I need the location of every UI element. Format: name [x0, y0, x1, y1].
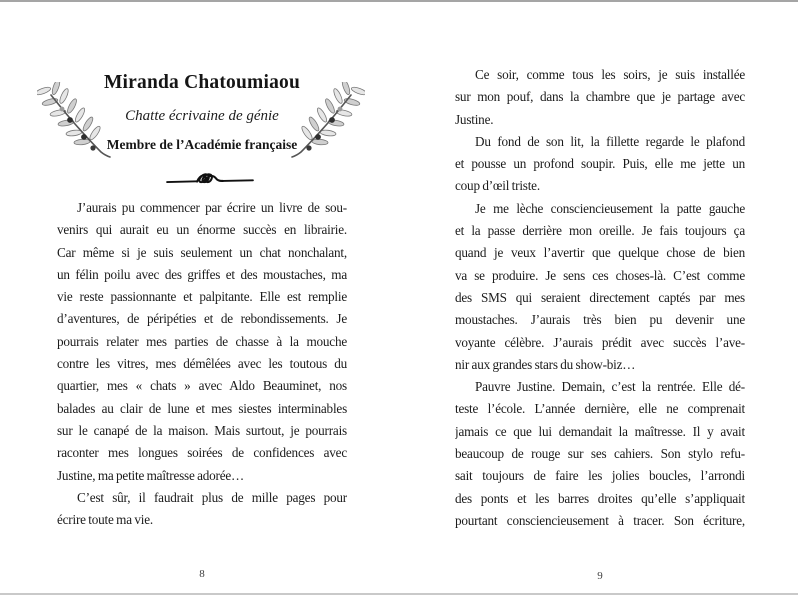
text-line: C’est sûr, il faudrait plus de mille pages pour	[77, 489, 347, 505]
text-line: et la passe derrière mon oreille. Je fais toujours ça	[455, 223, 745, 239]
text-line: nir aux grandes stars du show-biz…	[455, 356, 636, 372]
text-line: balades au clair de lune et mes siestes interminables	[57, 400, 347, 416]
text-line: vie reste passionnante et palpitante. Elle est remplie	[57, 289, 347, 305]
paragraph	[57, 197, 347, 487]
paragraph	[455, 376, 745, 532]
text-line: voyante célèbre. J’aurais prédit avec succès l’ave-	[455, 334, 745, 350]
text-line: Justine, ma petite maîtresse adorée…	[57, 467, 245, 483]
text-line: moustaches. J’aurais très bien pu devenir une	[455, 312, 745, 328]
text-line: Justine.	[455, 111, 494, 127]
paragraph	[455, 131, 745, 198]
left-page-text	[57, 197, 347, 531]
text-line: quartier, mes « chats » avec Aldo Beauminet, nos	[57, 378, 347, 394]
text-line: Je me lèche consciencieusement la patte gauche	[475, 200, 745, 216]
text-line: jamais ce que lui demandait la maîtresse. Il y avait	[455, 423, 745, 439]
text-line: contre les vitres, mes démêlées avec les toutous du	[57, 356, 347, 372]
text-line: sur le canapé de la maison. Mais surtout, je pourrais	[57, 422, 347, 438]
text-line: écrire toute ma vie.	[57, 512, 153, 528]
text-line: Du fond de son lit, la fillette regarde le plafond	[475, 133, 745, 149]
top-frame-line	[0, 0, 798, 2]
text-line: pourtant consciencieusement à tracer. Son écriture,	[455, 512, 745, 528]
paragraph	[57, 487, 347, 532]
text-line: sur mon pouf, dans la chambre que je partage avec	[455, 89, 745, 105]
paragraph	[455, 198, 745, 376]
page-number-right: 9	[597, 570, 603, 582]
text-line: des ponts et les barres droites qu’elle s’appliquait	[455, 490, 745, 506]
paragraph	[455, 64, 745, 131]
text-line: des SMS qui seraient directement captés par mes	[455, 289, 745, 305]
author-role: Chatte écrivaine de génie	[125, 108, 279, 124]
text-line: quand je veux l’avertir que quelque chose de bien	[455, 245, 745, 261]
text-line: teste l’école. L’année dernière, elle ne comprenait	[455, 401, 745, 417]
text-line: venirs qui aurait eu un énorme succès en librairie.	[57, 222, 347, 238]
text-line: beaucoup de rouge sur ses cahiers. Son stylo refu-	[455, 446, 745, 462]
text-line: un félin poilu avec des griffes et des moustaches, ma	[57, 266, 347, 282]
text-line: sait toujours de faire les jolies boucles, l’arrondi	[455, 468, 745, 484]
text-line: raconter mes longues soirées de confidences avec	[57, 445, 347, 461]
author-name: Miranda Chatoumiaou	[103, 72, 301, 93]
text-line: Car même si je suis seulement un chat nonchalant,	[57, 244, 347, 260]
bottom-frame-line	[0, 593, 798, 595]
text-line: Ce soir, comme tous les soirs, je suis installée	[475, 67, 745, 82]
text-line: coup d’œil triste.	[455, 178, 540, 194]
text-line: et pousse un profond soupir. Puis, elle me jette un	[455, 156, 745, 172]
text-line: va se produire. Je sens ces choses-là. C’est comme	[455, 267, 745, 283]
squiggle-divider-icon	[165, 172, 255, 189]
text-line: pourrais relater mes parties de chasse à la mouche	[57, 333, 347, 349]
text-line: Pauvre Justine. Demain, c’est la rentrée. Elle dé-	[475, 379, 745, 395]
right-page-text	[455, 64, 745, 532]
author-membership: Membre de l’Académie française	[106, 137, 298, 152]
text-line: d’aventures, de péripéties et de rebondissements. Je	[57, 311, 347, 327]
text-line: J’aurais pu commencer par écrire un livre de sou-	[77, 200, 347, 215]
page-number-left: 8	[199, 568, 205, 580]
